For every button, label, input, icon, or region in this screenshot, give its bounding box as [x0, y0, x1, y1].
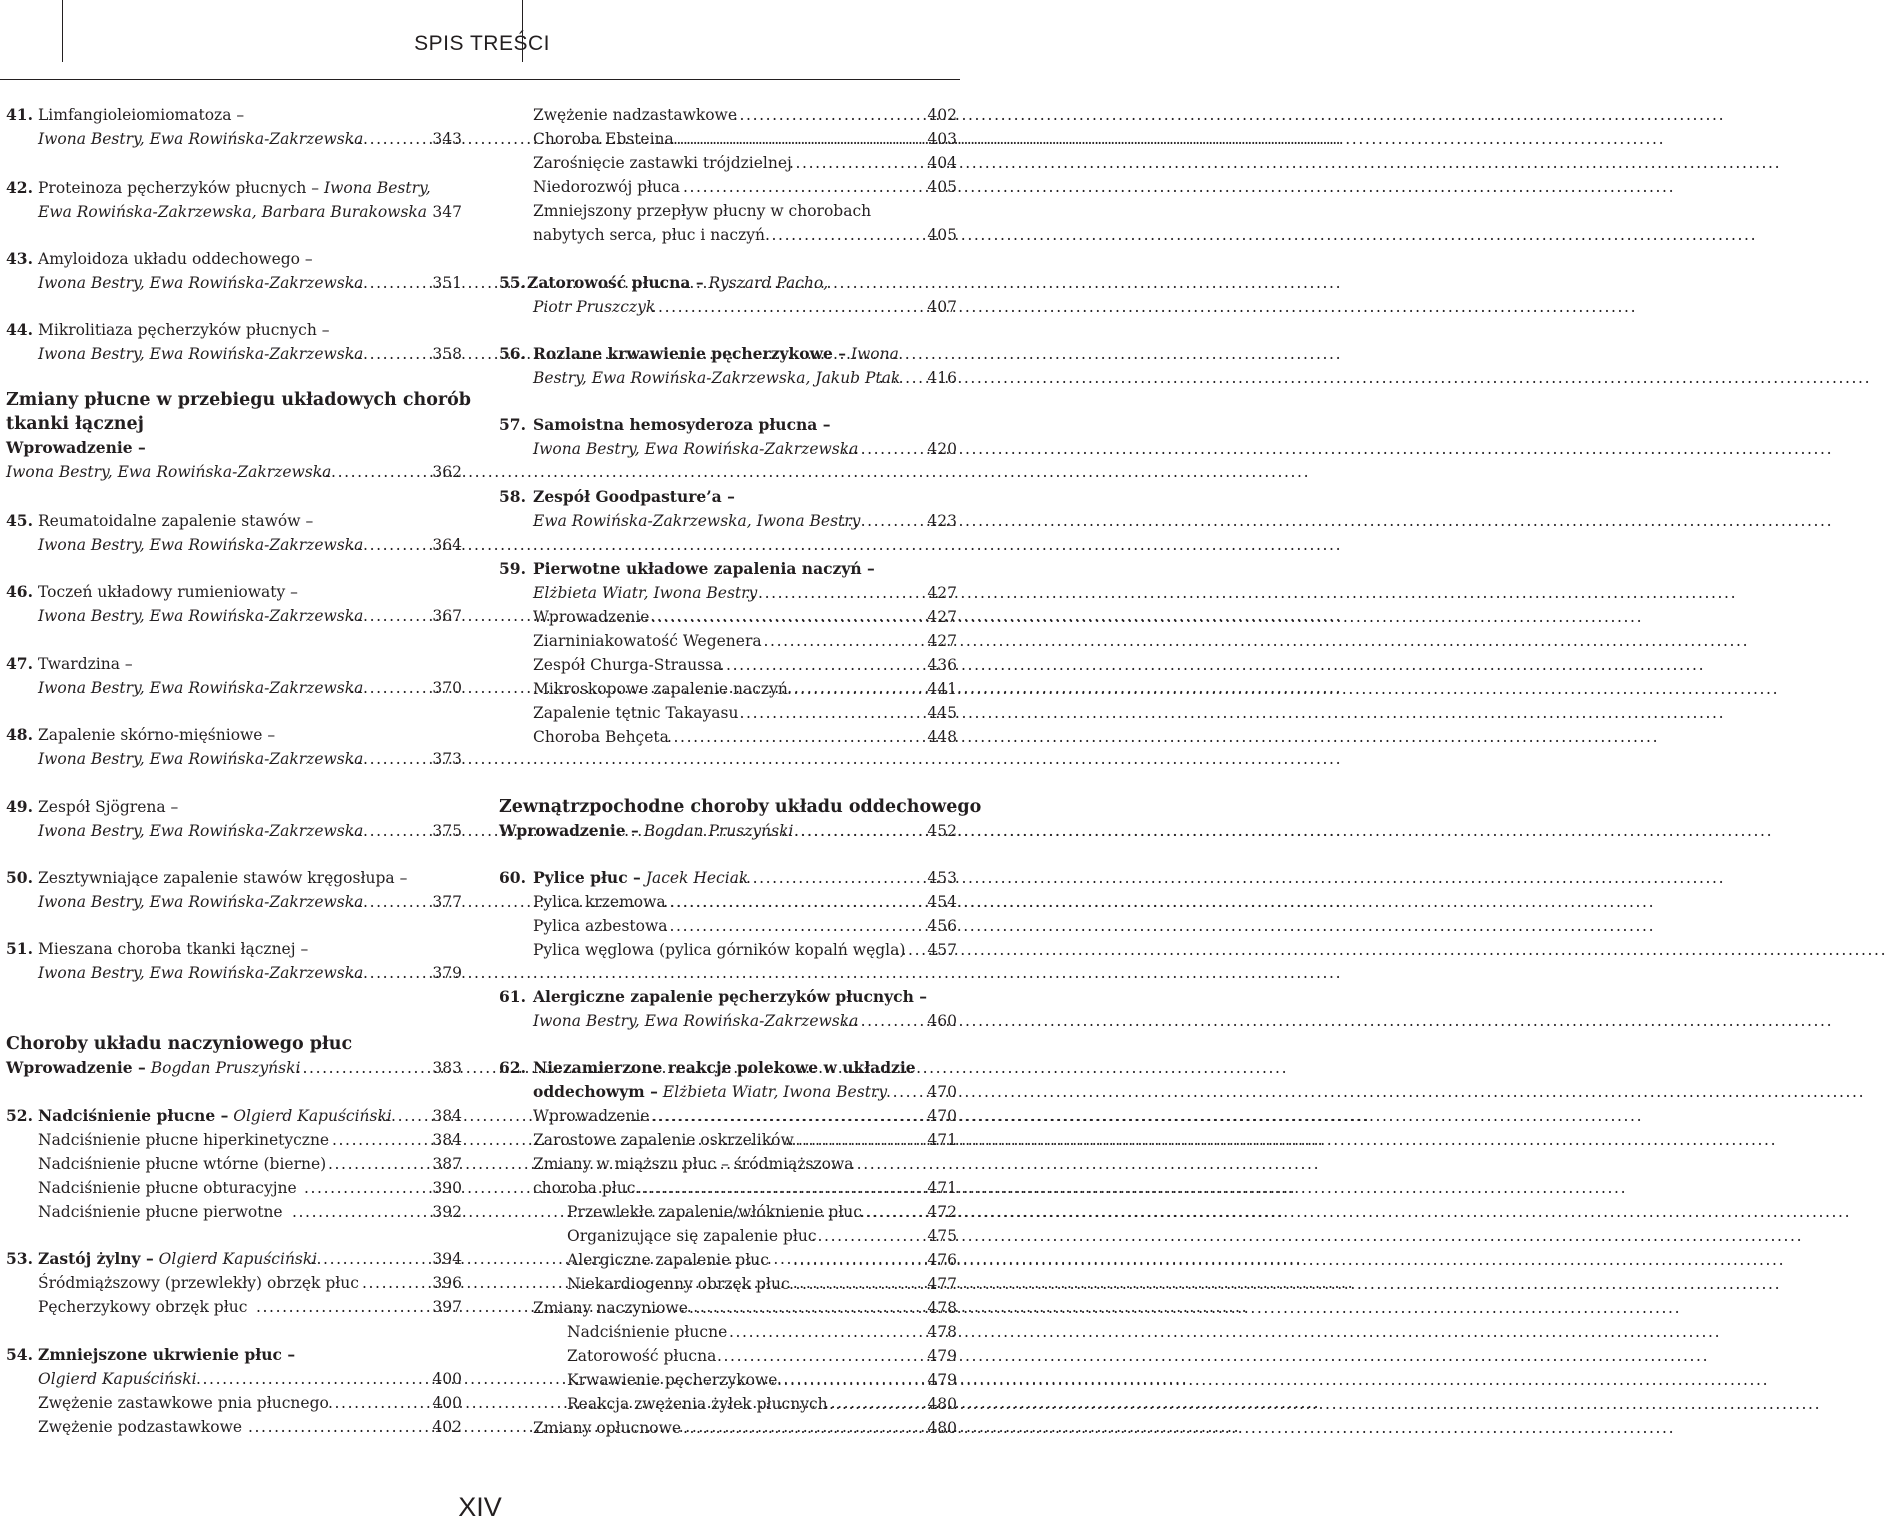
toc-subentry[interactable]: Nadciśnienie płucne obturacyjne ..... 390: [6, 1176, 462, 1200]
toc-subentry[interactable]: Zwężenie zastawkowe pnia płucnego ..... 400: [6, 1391, 462, 1415]
toc-subsubentry[interactable]: Alergiczne zapalenie płuc ..... 476: [499, 1248, 957, 1272]
toc-subentry[interactable]: Zespół Churga-Straussa ..... 436: [499, 653, 957, 677]
toc-subentry[interactable]: Wprowadzenie ..... 470: [499, 1104, 957, 1128]
toc-subsubentry[interactable]: Krwawienie pęcherzykowe ..... 479: [499, 1368, 957, 1392]
toc-entry-62-title: 62. Niezamierzone reakcje polekowe w układzie: [499, 1058, 916, 1077]
toc-entry-55-title: 55. Zatorowość płucna – Ryszard Pacho,: [499, 273, 829, 292]
toc-entry-49-authors[interactable]: Iwona Bestry, Ewa Rowińska-Zakrzewska ..... 375: [6, 819, 462, 843]
toc-entry-46-title: 46. Toczeń układowy rumieniowaty –: [6, 582, 298, 601]
toc-subentry[interactable]: Ziarniniakowatość Wegenera ..... 427: [499, 629, 957, 653]
toc-subentry[interactable]: Pylica azbestowa ..... 456: [499, 914, 957, 938]
toc-entry-46-authors[interactable]: Iwona Bestry, Ewa Rowińska-Zakrzewska ..... 367: [6, 604, 462, 628]
toc-entry-48-title: 48. Zapalenie skórno-mięśniowe –: [6, 725, 276, 744]
toc-subentry[interactable]: nabytych serca, płuc i naczyń ..... 405: [499, 223, 957, 247]
toc-entry-51-authors[interactable]: Iwona Bestry, Ewa Rowińska-Zakrzewska ..... 379: [6, 961, 462, 985]
toc-entry-53[interactable]: 53. Zastój żylny – Olgierd Kapuściński ..... 394: [6, 1247, 462, 1271]
toc-subentry[interactable]: Zapalenie tętnic Takayasu ..... 445: [499, 701, 957, 725]
toc-entry-43-authors[interactable]: Iwona Bestry, Ewa Rowińska-Zakrzewska ..... 351: [6, 271, 462, 295]
toc-subentry[interactable]: Zarostowe zapalenie oskrzelików ..... 471: [499, 1128, 957, 1152]
toc-entry-44-authors[interactable]: Iwona Bestry, Ewa Rowińska-Zakrzewska ..... 358: [6, 342, 462, 366]
toc-entry-59-title: 59. Pierwotne układowe zapalenia naczyń –: [499, 559, 875, 578]
toc-subentry-multiline: Zmniejszony przepływ płucny w chorobach: [533, 202, 872, 220]
toc-entry-44-title: 44. Mikrolitiaza pęcherzyków płucnych –: [6, 320, 330, 339]
toc-subentry[interactable]: Choroba Behçeta ..... 448: [499, 725, 957, 749]
section-heading-external: Zewnątrzpochodne choroby układu oddechowego: [499, 797, 982, 817]
toc-right-column: [499, 0, 982, 1480]
toc-entry-42-title: 42. Proteinoza pęcherzyków płucnych – Iwona Bestry,: [6, 178, 431, 197]
section-intro-label: Wprowadzenie –: [6, 438, 146, 457]
toc-subentry[interactable]: Zmiany opłucnowe ..... 480: [499, 1416, 957, 1440]
toc-subentry[interactable]: Mikroskopowe zapalenie naczyń ..... 441: [499, 677, 957, 701]
toc-entry-57-authors[interactable]: Iwona Bestry, Ewa Rowińska-Zakrzewska ..... 420: [499, 437, 957, 461]
toc-entry-50-authors[interactable]: Iwona Bestry, Ewa Rowińska-Zakrzewska ..... 377: [6, 890, 462, 914]
toc-entry-54-title: 54. Zmniejszone ukrwienie płuc –: [6, 1345, 296, 1364]
toc-subsubentry[interactable]: Przewlekłe zapalenie/włóknienie płuc ..... 472: [499, 1200, 957, 1224]
toc-subentry[interactable]: Śródmiąższowy (przewlekły) obrzęk płuc ..... 396: [6, 1271, 462, 1295]
section-heading-connective-tissue-line2: tkanki łącznej: [6, 414, 144, 434]
toc-entry-61-title: 61. Alergiczne zapalenie pęcherzyków płucnych –: [499, 987, 928, 1006]
toc-entry-42-authors[interactable]: Ewa Rowińska-Zakrzewska, Barbara Burakowska ..... 347: [6, 200, 462, 224]
page-title: SPIS TREŚCI: [414, 32, 550, 55]
toc-entry-56-title: 56. Rozlane krwawienie pęcherzykowe – Iwona: [499, 344, 899, 363]
toc-entry-49-title: 49. Zespół Sjögrena –: [6, 797, 179, 816]
toc-subsubentry[interactable]: Nadciśnienie płucne ..... 478: [499, 1320, 957, 1344]
toc-entry-47-title: 47. Twardzina –: [6, 654, 133, 673]
toc-entry-41-authors[interactable]: Iwona Bestry, Ewa Rowińska-Zakrzewska ..... 343: [6, 127, 462, 151]
toc-entry-62-authors[interactable]: oddechowym – Elżbieta Wiatr, Iwona Bestry ..... 470: [499, 1080, 957, 1104]
toc-subentry[interactable]: Zmiany naczyniowe ..... 478: [499, 1296, 957, 1320]
toc-entry-60[interactable]: 60. Pylice płuc – Jacek Heciak ..... 453: [499, 866, 957, 890]
toc-entry-58-title: 58. Zespół Goodpasture’a –: [499, 487, 735, 506]
toc-entry-54-author[interactable]: Olgierd Kapuściński ..... 400: [6, 1367, 462, 1391]
section-intro-authors[interactable]: Iwona Bestry, Ewa Rowińska-Zakrzewska ..... 362: [6, 460, 462, 484]
section-external-intro[interactable]: Wprowadzenie – Bogdan Pruszyński ..... 452: [499, 819, 957, 843]
toc-subentry[interactable]: choroba płuc ..... 471: [499, 1176, 957, 1200]
toc-entry-51-title: 51. Mieszana choroba tkanki łącznej –: [6, 939, 309, 958]
toc-subentry[interactable]: Niedorozwój płuca ..... 405: [499, 175, 957, 199]
toc-entry-52[interactable]: 52. Nadciśnienie płucne – Olgierd Kapuściński ..... 384: [6, 1104, 462, 1128]
toc-entry-58-authors[interactable]: Ewa Rowińska-Zakrzewska, Iwona Bestry ..... 423: [499, 509, 957, 533]
section-vascular-intro[interactable]: Wprowadzenie – Bogdan Pruszyński ..... 383: [6, 1056, 462, 1080]
toc-entry-61-authors[interactable]: Iwona Bestry, Ewa Rowińska-Zakrzewska ..... 460: [499, 1009, 957, 1033]
toc-entry-45-title: 45. Reumatoidalne zapalenie stawów –: [6, 511, 314, 530]
toc-subentry[interactable]: Pylica węglowa (pylica górników kopalń węgla) ..... 457: [499, 938, 957, 962]
toc-entry-59-authors[interactable]: Elżbieta Wiatr, Iwona Bestry ..... 427: [499, 581, 957, 605]
toc-entry-43-title: 43. Amyloidoza układu oddechowego –: [6, 249, 313, 268]
toc-subentry[interactable]: Nadciśnienie płucne hiperkinetyczne ..... 384: [6, 1128, 462, 1152]
toc-entry-41-title: 41. Limfangioleiomiomatoza –: [6, 105, 245, 124]
toc-entry-45-authors[interactable]: Iwona Bestry, Ewa Rowińska-Zakrzewska ..... 364: [6, 533, 462, 557]
toc-subentry[interactable]: Zarośnięcie zastawki trójdzielnej ..... 404: [499, 151, 957, 175]
toc-subsubentry[interactable]: Reakcja zwężenia żyłek płucnych ..... 480: [499, 1392, 957, 1416]
toc-subsubentry[interactable]: Niekardiogenny obrzęk płuc ..... 477: [499, 1272, 957, 1296]
toc-entry-56-authors[interactable]: Bestry, Ewa Rowińska-Zakrzewska, Jakub Ptak ..... 416: [499, 366, 957, 390]
toc-left-column: [6, 0, 472, 1480]
toc-entry-57-title: 57. Samoistna hemosyderoza płucna –: [499, 415, 831, 434]
toc-subsubentry[interactable]: Zatorowość płucna ..... 479: [499, 1344, 957, 1368]
toc-entry-48-authors[interactable]: Iwona Bestry, Ewa Rowińska-Zakrzewska ..... 373: [6, 747, 462, 771]
toc-subentry[interactable]: Wprowadzenie ..... 427: [499, 605, 957, 629]
page-number: XIV: [458, 1492, 502, 1522]
toc-subsubentry[interactable]: Organizujące się zapalenie płuc ..... 475: [499, 1224, 957, 1248]
toc-subentry[interactable]: Nadciśnienie płucne wtórne (bierne) ..... 387: [6, 1152, 462, 1176]
toc-subentry[interactable]: Nadciśnienie płucne pierwotne ..... 392: [6, 1200, 462, 1224]
toc-subentry[interactable]: Zwężenie podzastawkowe ..... 402: [6, 1415, 462, 1439]
toc-subentry-multiline: Zmiany w miąższu płuc – śródmiąższowa: [533, 1155, 854, 1173]
toc-subentry[interactable]: Pylica krzemowa ..... 454: [499, 890, 957, 914]
toc-entry-47-authors[interactable]: Iwona Bestry, Ewa Rowińska-Zakrzewska ..... 370: [6, 676, 462, 700]
section-heading-vascular: Choroby układu naczyniowego płuc: [6, 1034, 353, 1054]
toc-subentry[interactable]: Zwężenie nadzastawkowe ..... 402: [499, 103, 957, 127]
toc-entry-50-title: 50. Zesztywniające zapalenie stawów kręgosłupa –: [6, 868, 408, 887]
section-heading-connective-tissue: Zmiany płucne w przebiegu układowych chorób: [6, 390, 472, 410]
toc-entry-55-authors[interactable]: Piotr Pruszczyk ..... 407: [499, 295, 957, 319]
toc-subentry[interactable]: Pęcherzykowy obrzęk płuc ..... 397: [6, 1295, 462, 1319]
toc-subentry[interactable]: Choroba Ebsteina ..... 403: [499, 127, 957, 151]
